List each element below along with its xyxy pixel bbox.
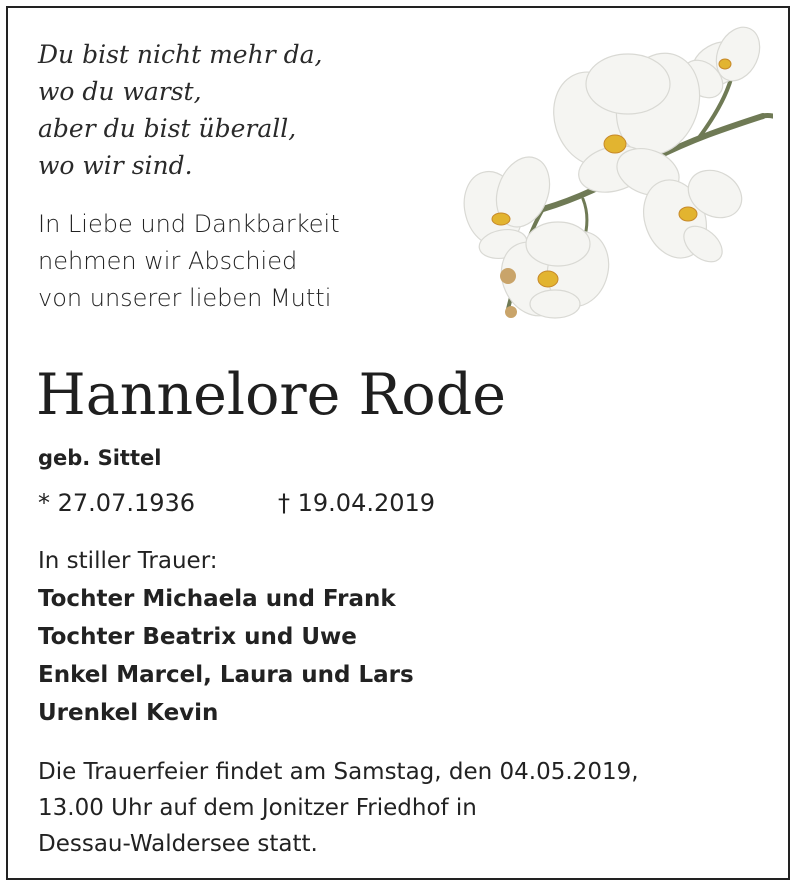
maiden-name: geb. Sittel <box>38 446 162 470</box>
obituary-card <box>6 6 790 880</box>
mourner: Tochter Michaela und Frank <box>38 586 396 612</box>
poem-line: Du bist nicht mehr da, <box>38 40 323 69</box>
mourners-section <box>38 542 414 732</box>
funeral-line: Die Trauerfeier findet am Samstag, den 04.05.2019, <box>38 759 639 785</box>
mourning-heading: In stiller Trauer: <box>38 548 218 574</box>
intro-text <box>38 206 340 317</box>
birth-date: * 27.07.1936 <box>38 489 196 517</box>
death-date: † 19.04.2019 <box>278 489 436 517</box>
mourner: Enkel Marcel, Laura und Lars <box>38 662 414 688</box>
intro-line: nehmen wir Abschied <box>38 247 298 275</box>
poem-line: wo du warst, <box>38 77 202 106</box>
intro-line: In Liebe und Dankbarkeit <box>38 210 340 238</box>
poem-line: aber du bist überall, <box>38 114 297 143</box>
mourner: Tochter Beatrix und Uwe <box>38 624 357 650</box>
funeral-notice <box>38 754 639 862</box>
mourner: Urenkel Kevin <box>38 700 219 726</box>
funeral-line: 13.00 Uhr auf dem Jonitzer Friedhof in <box>38 795 477 821</box>
poem <box>38 36 322 184</box>
intro-line: von unserer lieben Mutti <box>38 284 332 312</box>
life-dates <box>38 486 436 520</box>
funeral-line: Dessau-Waldersee statt. <box>38 831 318 857</box>
orchid-image <box>463 24 773 324</box>
deceased-name: Hannelore Rode <box>36 362 506 428</box>
mourners-list <box>38 580 414 732</box>
poem-line: wo wir sind. <box>38 151 193 180</box>
